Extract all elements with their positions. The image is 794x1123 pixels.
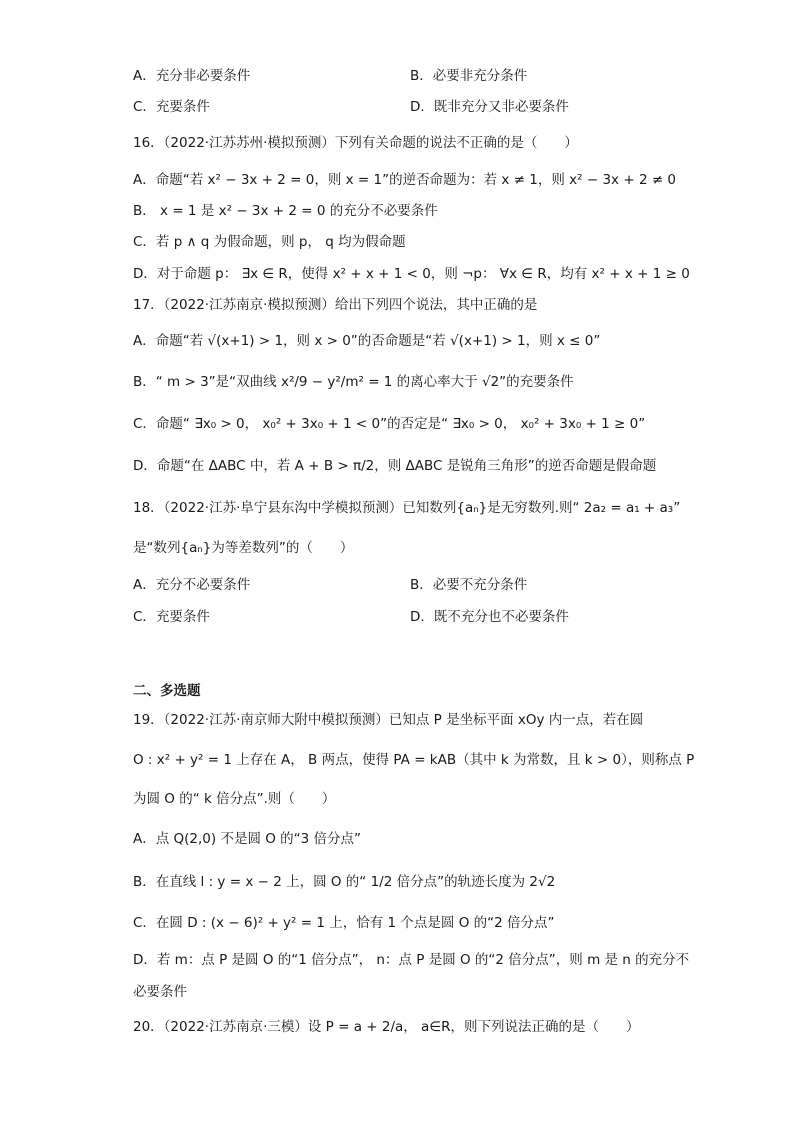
question-18: 18．（2022·江苏·阜宁县东沟中学模拟预测）已知数列{aₙ}是无穷数列.则“ 2a₂ = a₁ + a₃” [133,500,681,516]
q18-option-a: A．充分不必要条件 [133,577,251,593]
question-17: 17．（2022·江苏南京·模拟预测）给出下列四个说法，其中正确的是 [133,297,538,313]
q17-option-c: C．命题“ ∃x₀ > 0， x₀² + 3x₀ + 1 < 0”的否定是“ ∃x₀ > 0， x₀² + 3x₀ + 1 ≥ 0” [133,416,646,432]
q18-option-c: C．充要条件 [133,609,210,625]
q18-option-b: B．必要不充分条件 [410,577,528,593]
question-16: 16．（2022·江苏苏州·模拟预测）下列有关命题的说法不正确的是（ ） [133,135,578,151]
question-18-cont: 是“数列{aₙ}为等差数列”的（ ） [133,540,354,556]
q19-option-a: A．点 Q(2,0) 不是圆 O 的“3 倍分点” [133,831,362,847]
q15-option-b: B．必要非充分条件 [410,68,528,84]
question-19-cont2: 为圆 O 的“ k 倍分点”.则（ ） [133,791,336,807]
q16-option-b: B． x = 1 是 x² − 3x + 2 = 0 的充分不必要条件 [133,203,438,219]
question-19: 19．（2022·江苏·南京师大附中模拟预测）已知点 P 是坐标平面 xOy 内一点，若在圆 [133,712,644,728]
q15-option-d: D．既非充分又非必要条件 [410,99,569,115]
question-20: 20．（2022·江苏南京·三模）设 P = a + 2/a， a∈R，则下列说法正确的是（ ） [133,1019,640,1035]
q19-option-b: B．在直线 l : y = x − 2 上，圆 O 的“ 1/2 倍分点”的轨迹长度为 2√2 [133,874,556,890]
q17-option-d: D．命题“在 ΔABC 中，若 A + B > π/2，则 ΔABC 是锐角三角形”的逆否命题是假命题 [133,458,657,474]
q16-option-c: C．若 p ∧ q 为假命题，则 p， q 均为假命题 [133,234,406,250]
q19-option-d: D．若 m：点 P 是圆 O 的“1 倍分点”， n：点 P 是圆 O 的“2 倍分点”，则 m 是 n 的充分不 [133,952,690,968]
question-19-cont: O : x² + y² = 1 上存在 A， B 两点，使得 PA = kAB（其中 k 为常数，且 k > 0），则称点 P [133,752,695,768]
q17-option-b: B．“ m > 3”是“双曲线 x²/9 − y²/m² = 1 的离心率大于 √2”的充要条件 [133,374,574,390]
q17-option-a: A．命题“若 √(x+1) > 1，则 x > 0”的否命题是“若 √(x+1) > 1，则 x ≤ 0” [133,333,601,349]
q19-option-d-cont: 必要条件 [133,984,187,1000]
q19-option-c: C．在圆 D : (x − 6)² + y² = 1 上，恰有 1 个点是圆 O 的“2 倍分点” [133,915,555,931]
q15-option-a: A．充分非必要条件 [133,68,251,84]
q16-option-d: D．对于命题 p： ∃x ∈ R，使得 x² + x + 1 < 0，则 ¬p： ∀x ∈ R，均有 x² + x + 1 ≥ 0 [133,266,690,282]
q15-option-c: C．充要条件 [133,99,210,115]
q18-option-d: D．既不充分也不必要条件 [410,609,569,625]
q16-option-a: A．命题“若 x² − 3x + 2 = 0，则 x = 1”的逆否命题为：若 x ≠ 1，则 x² − 3x + 2 ≠ 0 [133,172,677,188]
section-heading: 二、多选题 [133,683,201,699]
